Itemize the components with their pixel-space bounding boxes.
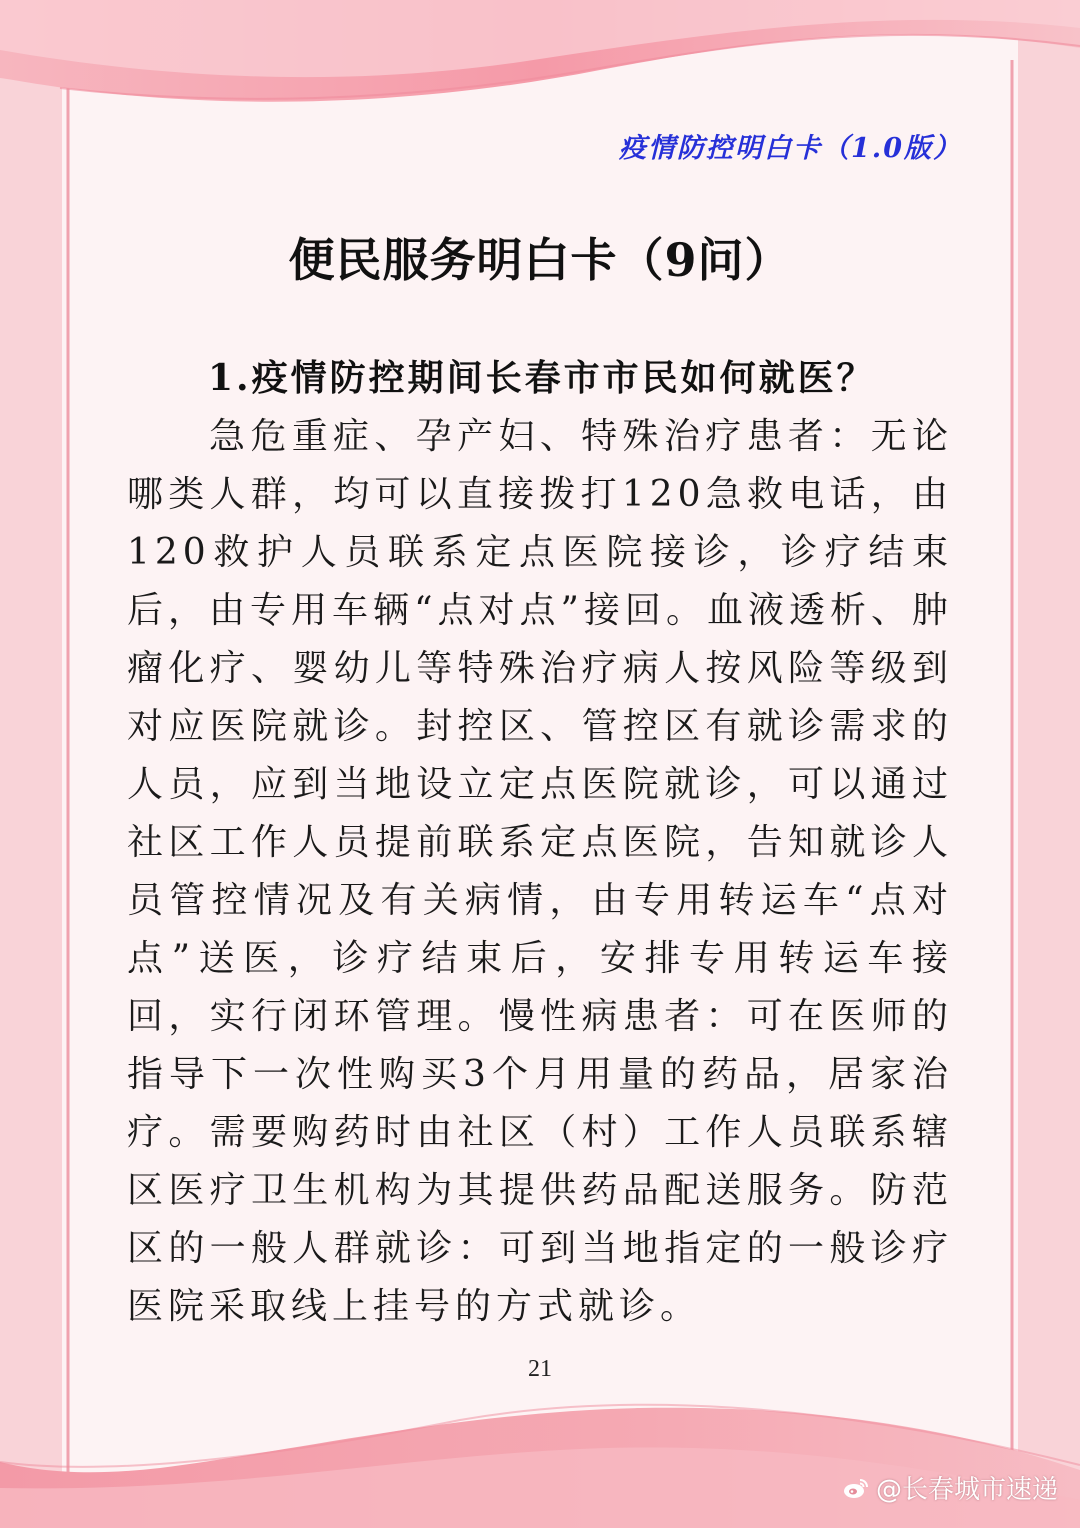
page-title: 便民服务明白卡（9问） (288, 233, 792, 287)
watermark (842, 1469, 1058, 1506)
watermark-text: @长春城市速递 (875, 1475, 1058, 1505)
weibo-logo-icon (842, 1474, 870, 1502)
page-number: 21 (528, 1356, 552, 1382)
answer-paragraph: 急危重症、孕产妇、特殊治疗患者：无论哪类人群，均可以直接拨打120急救电话，由120救护人员联系定点医院接诊，诊疗结束后，由专用车辆“点对点”接回。血液透析、肿瘤化疗、婴幼儿等特殊治疗病人按风险等级到对应医院就诊。封控区、管控区有就诊需求的人员，应到当地设立定点医院就诊，可以通过社区工作人员提前联系定点医院，告知就诊人员管控情况及有关病情，由专用转运车“点对点”送医，诊疗结束后，安排专用转运车接回，实行闭环管理。慢性病患者：可在医师的指导下一次性购买3个月用量的药品，居家治疗。需要购药时由社区（村）工作人员联系辖区医疗卫生机构为其提供药品配送服务。防范区的一般人群就诊：可到当地指定的一般诊疗医院采取线上挂号的方式就诊。 (127, 416, 953, 1327)
question-heading: 1.疫情防控期间长春市市民如何就医？ (208, 357, 876, 399)
header-label: 疫情防控明白卡（1.0版） (619, 133, 962, 164)
